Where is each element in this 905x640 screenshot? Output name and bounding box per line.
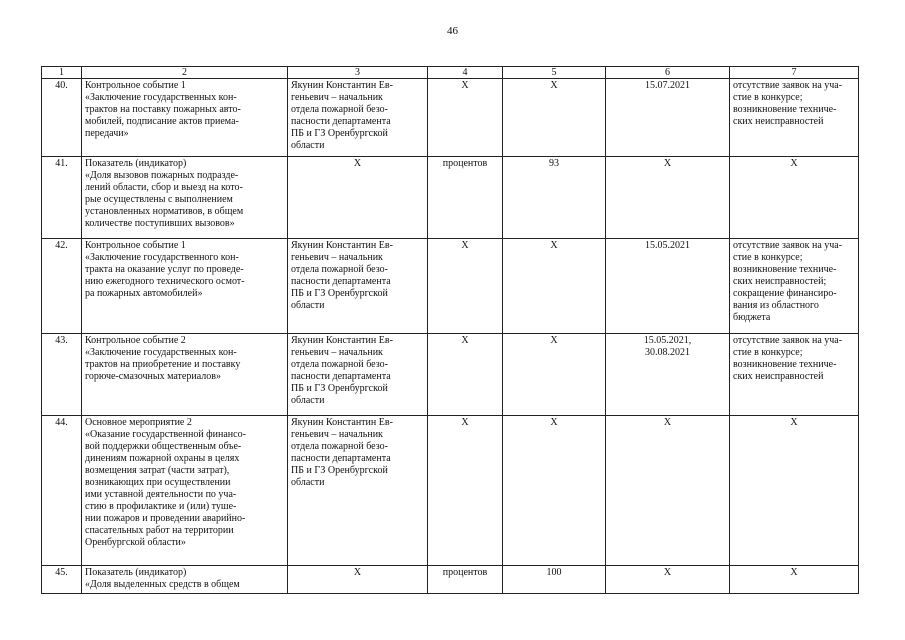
value-cell: 93 (503, 157, 606, 239)
value-cell: Х (503, 334, 606, 416)
col-header-1: 1 (42, 67, 82, 79)
value-cell: Х (503, 239, 606, 334)
event-name: Контрольное событие 1 «Заключение государственных кон- трактов на поставку пожарных авто- мобилей, подписание актов приема- передачи» (82, 79, 288, 157)
event-name: Контрольное событие 1 «Заключение государственного кон- тракта на оказание услуг по проведе- нию ежегодного технического осмот- ра пожарных автомобилей» (82, 239, 288, 334)
responsible-person: Х (288, 566, 428, 594)
unit-cell: Х (428, 79, 503, 157)
date-cell: 15.07.2021 (606, 79, 730, 157)
value-cell: Х (503, 416, 606, 566)
col-header-2: 2 (82, 67, 288, 79)
risk-cell: Х (730, 157, 859, 239)
row-number: 45. (42, 566, 82, 594)
event-name: Показатель (индикатор) «Доля вызовов пожарных подразде- лений области, сбор и выезд на кото- рые осуществлены с выполнением установленных нормативов, в общем количестве поступивших вызовов» (82, 157, 288, 239)
responsible-person: Х (288, 157, 428, 239)
date-cell: 15.05.2021 (606, 239, 730, 334)
risk-cell: отсутствие заявок на уча- стие в конкурсе; возникновение техниче- ских неисправностей (730, 79, 859, 157)
unit-cell: Х (428, 334, 503, 416)
risk-cell: Х (730, 416, 859, 566)
table-row (42, 334, 859, 416)
date-cell: 15.05.2021, 30.08.2021 (606, 334, 730, 416)
event-name: Контрольное событие 2 «Заключение государственных кон- трактов на приобретение и поставку горюче-смазочных материалов» (82, 334, 288, 416)
col-header-4: 4 (428, 67, 503, 79)
row-number: 43. (42, 334, 82, 416)
responsible-person: Якунин Константин Ев- геньевич – начальник отдела пожарной безо- пасности департамента ПБ и ГЗ Оренбургской области (288, 334, 428, 416)
unit-cell: процентов (428, 566, 503, 594)
unit-cell: Х (428, 239, 503, 334)
unit-cell: Х (428, 416, 503, 566)
value-cell: 100 (503, 566, 606, 594)
main-table (41, 66, 859, 594)
col-header-5: 5 (503, 67, 606, 79)
risk-cell: Х (730, 566, 859, 594)
table-row (42, 416, 859, 566)
row-number: 40. (42, 79, 82, 157)
col-header-7: 7 (730, 67, 859, 79)
row-number: 42. (42, 239, 82, 334)
table-row (42, 157, 859, 239)
value-cell: Х (503, 79, 606, 157)
event-name: Показатель (индикатор) «Доля выделенных средств в общем (82, 566, 288, 594)
date-cell: Х (606, 566, 730, 594)
date-cell: Х (606, 416, 730, 566)
row-number: 44. (42, 416, 82, 566)
table-header (42, 67, 859, 79)
unit-cell: процентов (428, 157, 503, 239)
responsible-person: Якунин Константин Ев- геньевич – начальник отдела пожарной безо- пасности департамента ПБ и ГЗ Оренбургской области (288, 416, 428, 566)
row-number: 41. (42, 157, 82, 239)
responsible-person: Якунин Константин Ев- геньевич – начальник отдела пожарной безо- пасности департамента ПБ и ГЗ Оренбургской области (288, 79, 428, 157)
responsible-person: Якунин Константин Ев- геньевич – начальник отдела пожарной безо- пасности департамента ПБ и ГЗ Оренбургской области (288, 239, 428, 334)
table-row (42, 239, 859, 334)
risk-cell: отсутствие заявок на уча- стие в конкурсе; возникновение техниче- ских неисправностей (730, 334, 859, 416)
page-number: 46 (447, 25, 458, 37)
risk-cell: отсутствие заявок на уча- стие в конкурсе; возникновение техниче- ских неисправностей; сокращение финансиро- вания из областного бюджета (730, 239, 859, 334)
table-row (42, 79, 859, 157)
table-row (42, 566, 859, 594)
header-row (42, 67, 859, 79)
col-header-3: 3 (288, 67, 428, 79)
table-body (42, 79, 859, 594)
event-name: Основное мероприятие 2 «Оказание государственной финансо- вой поддержки общественным объе- динениям пожарной охраны в целях возмещения затрат (части затрат), возникающих при осуществлении ими уставной деятельности по уча- стию в профилактике и (или) туше- нии пожаров и проведении аварийно- спасательных работ на территории Оренбургской области» (82, 416, 288, 566)
col-header-6: 6 (606, 67, 730, 79)
date-cell: Х (606, 157, 730, 239)
